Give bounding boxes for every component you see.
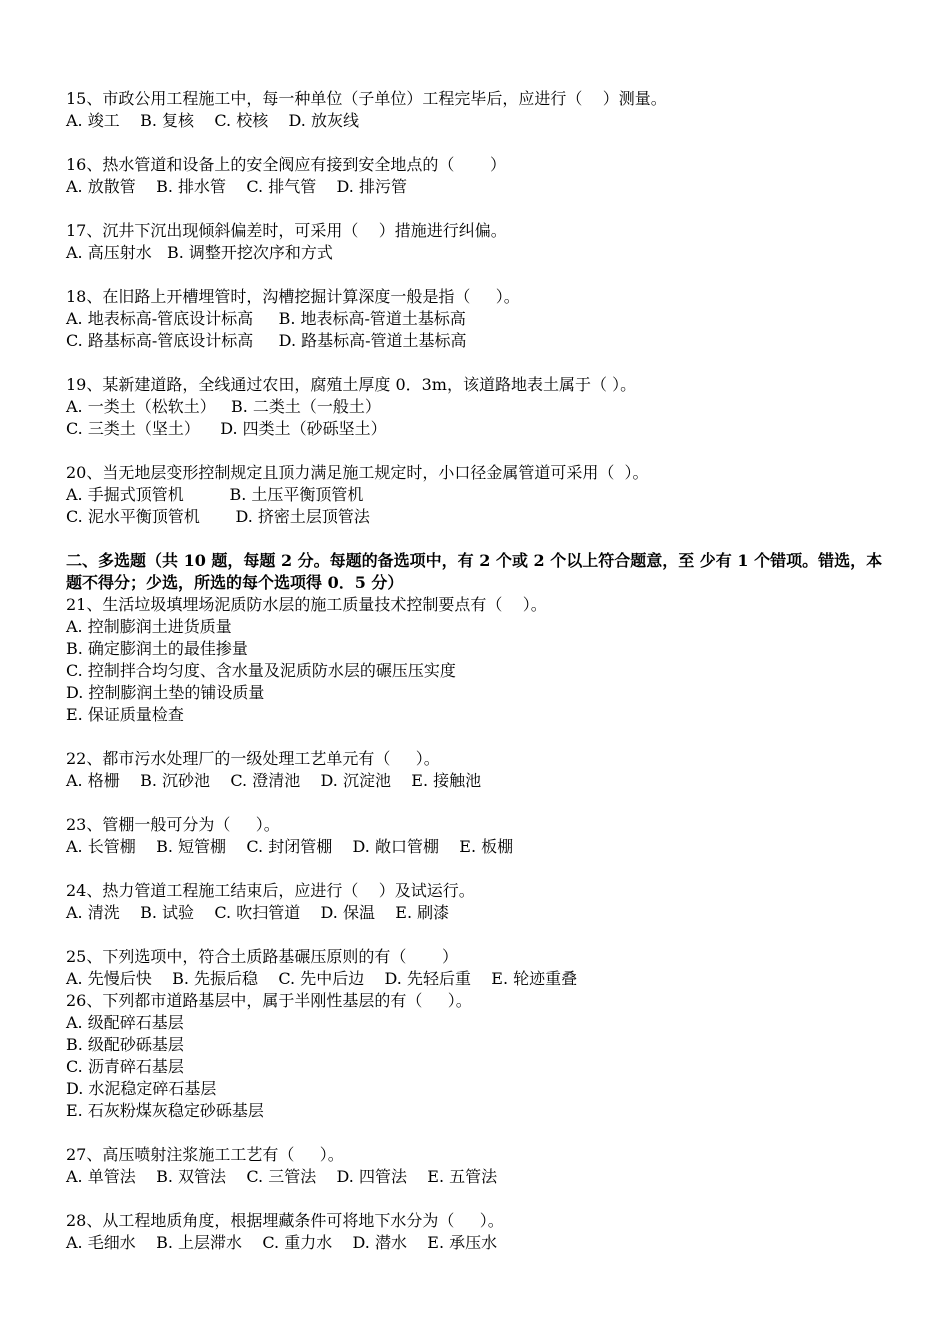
question-options: C. 泥水平衡顶管机 D. 挤密土层顶管法	[66, 507, 370, 526]
question-21	[66, 594, 896, 726]
question-24	[66, 880, 896, 924]
question-options: C. 三类土（坚土） D. 四类土（砂砾坚土）	[66, 419, 387, 438]
question-options: A. 清洗 B. 试验 C. 吹扫管道 D. 保温 E. 刷漆	[66, 903, 450, 922]
option-d: D. 水泥稳定碎石基层	[66, 1079, 217, 1098]
option-d: D. 控制膨润土垫的铺设质量	[66, 683, 265, 702]
question-23	[66, 814, 896, 858]
option-b: B. 级配砂砾基层	[66, 1035, 184, 1054]
option-e: E. 石灰粉煤灰稳定砂砾基层	[66, 1101, 264, 1120]
question-stem: 23、管棚一般可分为（ ）。	[66, 815, 280, 834]
question-stem: 22、都市污水处理厂的一级处理工艺单元有（ ）。	[66, 749, 440, 768]
question-stem: 16、热水管道和设备上的安全阀应有接到安全地点的（ ）	[66, 155, 506, 174]
option-e: E. 保证质量检查	[66, 705, 184, 724]
question-27	[66, 1144, 896, 1188]
document-page	[66, 88, 896, 1254]
section-heading: 二、多选题（共 10 题，每题 2 分。每题的备选项中，有 2 个或 2 个以上符合题意，至 少有 1 个错项。错选，本题不得分；少选，所选的每个选项得 0．5 分）	[66, 551, 883, 592]
question-stem: 20、当无地层变形控制规定且顶力满足施工规定时，小口径金属管道可采用（ ）。	[66, 463, 649, 482]
question-stem: 21、生活垃圾填埋场泥质防水层的施工质量技术控制要点有（ ）。	[66, 595, 547, 614]
question-18	[66, 286, 896, 352]
question-25	[66, 946, 896, 990]
question-options: C. 路基标高-管底设计标高 D. 路基标高-管道土基标高	[66, 331, 467, 350]
question-options: A. 高压射水 B. 调整开挖次序和方式	[66, 243, 333, 262]
question-stem: 24、热力管道工程施工结束后，应进行（ ）及试运行。	[66, 881, 475, 900]
question-options: A. 一类土（松软土） B. 二类土（一般土）	[66, 397, 381, 416]
question-stem: 26、下列都市道路基层中，属于半刚性基层的有（ ）。	[66, 991, 472, 1010]
question-stem: 28、从工程地质角度，根据埋藏条件可将地下水分为（ ）。	[66, 1211, 504, 1230]
question-options: A. 地表标高-管底设计标高 B. 地表标高-管道土基标高	[66, 309, 466, 328]
question-17	[66, 220, 896, 264]
question-stem: 17、沉井下沉出现倾斜偏差时，可采用（ ）措施进行纠偏。	[66, 221, 507, 240]
question-26	[66, 990, 896, 1122]
question-options: A. 长管棚 B. 短管棚 C. 封闭管棚 D. 敞口管棚 E. 板棚	[66, 837, 514, 856]
question-options: A. 格栅 B. 沉砂池 C. 澄清池 D. 沉淀池 E. 接触池	[66, 771, 482, 790]
question-16	[66, 154, 896, 198]
question-stem: 18、在旧路上开槽埋管时，沟槽挖掘计算深度一般是指（ ）。	[66, 287, 520, 306]
question-stem: 25、下列选项中，符合土质路基碾压原则的有（ ）	[66, 947, 458, 966]
option-a: A. 级配碎石基层	[66, 1013, 184, 1032]
question-options: A. 单管法 B. 双管法 C. 三管法 D. 四管法 E. 五管法	[66, 1167, 498, 1186]
question-20	[66, 462, 896, 528]
option-b: B. 确定膨润土的最佳掺量	[66, 639, 248, 658]
question-options: A. 先慢后快 B. 先振后稳 C. 先中后边 D. 先轻后重 E. 轮迹重叠	[66, 969, 578, 988]
option-a: A. 控制膨润土进货质量	[66, 617, 232, 636]
option-c: C. 控制拌合均匀度、含水量及泥质防水层的碾压压实度	[66, 661, 456, 680]
question-options: A. 毛细水 B. 上层滞水 C. 重力水 D. 潜水 E. 承压水	[66, 1233, 498, 1252]
question-28	[66, 1210, 896, 1254]
question-19	[66, 374, 896, 440]
question-stem: 15、市政公用工程施工中，每一种单位（子单位）工程完毕后，应进行（ ）测量。	[66, 89, 667, 108]
option-c: C. 沥青碎石基层	[66, 1057, 184, 1076]
question-options: A. 竣工 B. 复核 C. 校核 D. 放灰线	[66, 111, 359, 130]
question-options: A. 放散管 B. 排水管 C. 排气管 D. 排污管	[66, 177, 407, 196]
question-stem: 19、某新建道路，全线通过农田，腐殖土厚度 0．3m，该道路地表土属于（ ）。	[66, 375, 637, 394]
question-options: A. 手掘式顶管机 B. 土压平衡顶管机	[66, 485, 364, 504]
question-15	[66, 88, 896, 132]
question-stem: 27、高压喷射注浆施工工艺有（ ）。	[66, 1145, 344, 1164]
question-22	[66, 748, 896, 792]
